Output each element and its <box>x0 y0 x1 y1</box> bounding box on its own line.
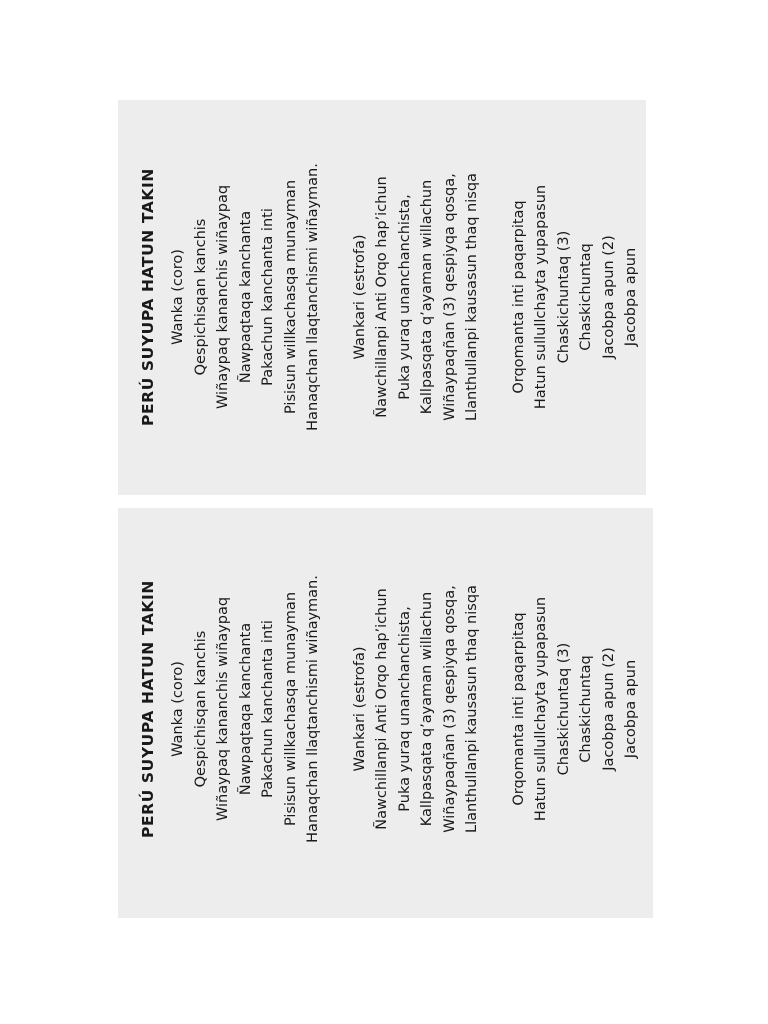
anthem-card-bottom <box>136 512 643 906</box>
lyric-line: Hanaqchan llaqtanchismi wiñayman. <box>305 575 321 843</box>
stanza-gap <box>325 512 349 906</box>
lyric-line: Kallpasqata q’ayaman willachun <box>419 179 435 415</box>
lyric-line: Chaskichuntaq <box>578 243 594 351</box>
lyric-line: Puka yuraq unanchanchista, <box>396 194 413 400</box>
lyric-line: Orqomanta inti paqarpitaq <box>510 612 527 806</box>
lyric-line: Wankari (estrofa) <box>351 234 368 360</box>
lyric-line: Puka yuraq unanchanchista, <box>396 606 413 812</box>
lyric-line: Jacobpa apun <box>623 659 639 759</box>
lyric-line: Wanka (coro) <box>170 249 186 345</box>
lyric-line: Kallpasqata q’ayaman willachun <box>419 591 435 827</box>
lyric-line: Pakachun kanchanta inti <box>260 208 276 386</box>
lyric-line: Orqomanta inti paqarpitaq <box>510 200 527 394</box>
lyric-line: Pakachun kanchanta inti <box>260 620 276 798</box>
stanza-gap <box>484 110 508 484</box>
stanza <box>167 512 325 906</box>
lyric-line: Jacobpa apun (2) <box>600 235 617 359</box>
lyric-line: Wiñaypaqñan (3) qespiyqa qosqa, <box>441 173 458 421</box>
lyric-line: Wanka (coro) <box>170 661 186 757</box>
stanza-gap <box>484 512 508 906</box>
anthem-title: PERÚ SUYUPA HATUN TAKIN <box>139 580 157 838</box>
stanza <box>508 512 643 906</box>
lyric-line: Chaskichuntaq <box>578 655 594 763</box>
lyric-line: Ñawpaqtaqa kanchanta <box>237 622 254 796</box>
anthem-title: PERÚ SUYUPA HATUN TAKIN <box>139 168 157 426</box>
lyric-line: Pisisun willkachasqa munayman <box>282 591 299 827</box>
stanza <box>508 110 643 484</box>
stanza <box>349 110 484 484</box>
lyric-line: Chaskichuntaq (3) <box>555 642 572 776</box>
lyric-line: Wiñaypaq kananchis wiñaypaq <box>215 596 231 822</box>
lyric-line: Hanaqchan llaqtanchismi wiñayman. <box>305 163 321 431</box>
lyric-line: Wiñaypaqñan (3) qespiyqa qosqa, <box>441 585 458 833</box>
lyric-line: Hatun sullullchayta yupapasun <box>533 184 549 410</box>
anthem-card-top <box>136 110 643 484</box>
lyric-line: Wankari (estrofa) <box>351 646 368 772</box>
lyric-line: Ñawchillanpi Anti Orqo hap’ichun <box>374 176 390 418</box>
lyric-line: Pisisun willkachasqa munayman <box>282 179 299 415</box>
lyric-line: Ñawpaqtaqa kanchanta <box>237 210 254 384</box>
lyric-line: Llanthullanpi kausasun thaq nisqa <box>464 585 480 833</box>
lyric-line: Hatun sullullchayta yupapasun <box>533 596 549 822</box>
stanza <box>349 512 484 906</box>
stanza-gap <box>325 110 349 484</box>
lyric-line: Qespichisqan kanchis <box>192 630 209 788</box>
lyric-line: Chaskichuntaq (3) <box>555 230 572 364</box>
lyric-line: Jacobpa apun (2) <box>600 647 617 771</box>
lyric-line: Qespichisqan kanchis <box>192 218 209 376</box>
lyric-line: Ñawchillanpi Anti Orqo hap’ichun <box>374 588 390 830</box>
lyric-line: Llanthullanpi kausasun thaq nisqa <box>464 173 480 421</box>
stanza <box>167 110 325 484</box>
lyric-line: Jacobpa apun <box>623 247 639 347</box>
lyric-line: Wiñaypaq kananchis wiñaypaq <box>215 184 231 410</box>
